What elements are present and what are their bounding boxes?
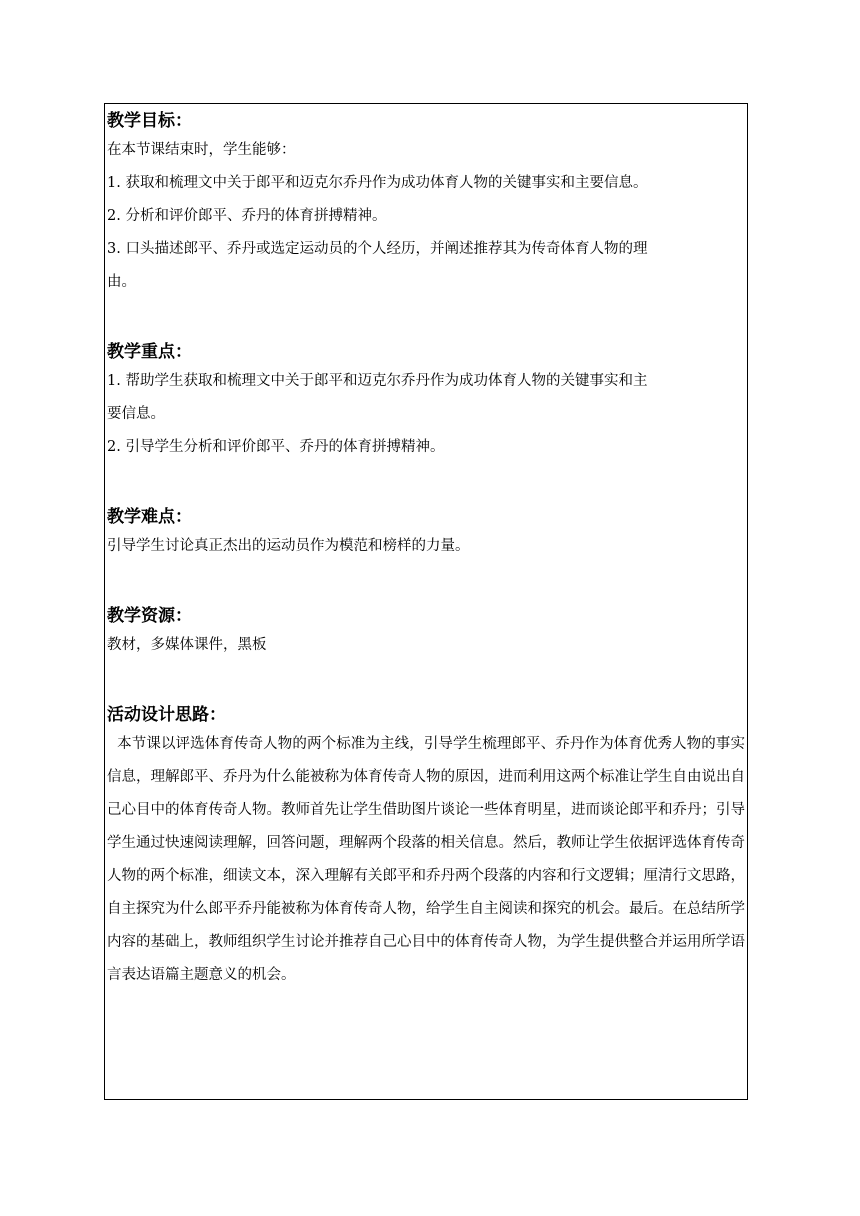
resources-heading: 教学资源： — [107, 606, 192, 626]
resources-text: 教材，多媒体课件，黑板 — [107, 637, 267, 653]
design-heading: 活动设计思路： — [107, 705, 226, 725]
resources-section — [107, 603, 745, 662]
difficulties-section — [107, 504, 745, 563]
key-point-item-1-cont: 要信息。 — [107, 406, 165, 422]
key-point-item-1: 1. 帮助学生获取和梳理文中关于郎平和迈克尔乔丹作为成功体育人物的关键事实和主 — [107, 373, 648, 389]
key-points-heading: 教学重点： — [107, 342, 192, 362]
objective-item-1: 1. 获取和梳理文中关于郎平和迈克尔乔丹作为成功体育人物的关键事实和主要信息。 — [107, 175, 648, 191]
lesson-plan-table — [104, 103, 748, 1100]
objectives-section — [107, 108, 745, 299]
design-text: 本节课以评选体育传奇人物的两个标准为主线，引导学生梳理郎平、乔丹作为体育优秀人物的事实信息，理解郎平、乔丹为什么能被称为体育传奇人物的原因，进而利用这两个标准让学生自由说出自己心目中的体育传奇人物。教师首先让学生借助图片谈论一些体育明星，进而谈论郎平和乔丹；引导学生通过快速阅读理解，回答问题，理解两个段落的相关信息。然后，教师让学生依据评选体育传奇人物的两个标准，细读文本，深入理解有关郎平和乔丹两个段落的内容和行文逻辑；厘清行文思路，自主探究为什么郎平乔丹能被称为体育传奇人物，给学生自主阅读和探究的机会。最后。在总结所学内容的基础上，教师组织学生讨论并推荐自己心目中的体育传奇人物，为学生提供整合并运用所学语言表达语篇主题意义的机会。 — [107, 736, 745, 983]
key-point-item-2: 2. 引导学生分析和评价郎平、乔丹的体育拼搏精神。 — [107, 439, 445, 455]
objectives-heading: 教学目标： — [107, 111, 192, 131]
difficulties-text: 引导学生讨论真正杰出的运动员作为模范和榜样的力量。 — [107, 538, 470, 554]
objectives-intro: 在本节课结束时，学生能够： — [107, 142, 296, 158]
objective-item-2: 2. 分析和评价郎平、乔丹的体育拼搏精神。 — [107, 208, 387, 224]
objective-item-3: 3. 口头描述郎平、乔丹或选定运动员的个人经历，并阐述推荐其为传奇体育人物的理 — [107, 241, 648, 257]
design-section — [107, 702, 745, 992]
objective-item-3-cont: 由。 — [107, 274, 136, 290]
key-points-section — [107, 339, 745, 464]
difficulties-heading: 教学难点： — [107, 507, 192, 527]
